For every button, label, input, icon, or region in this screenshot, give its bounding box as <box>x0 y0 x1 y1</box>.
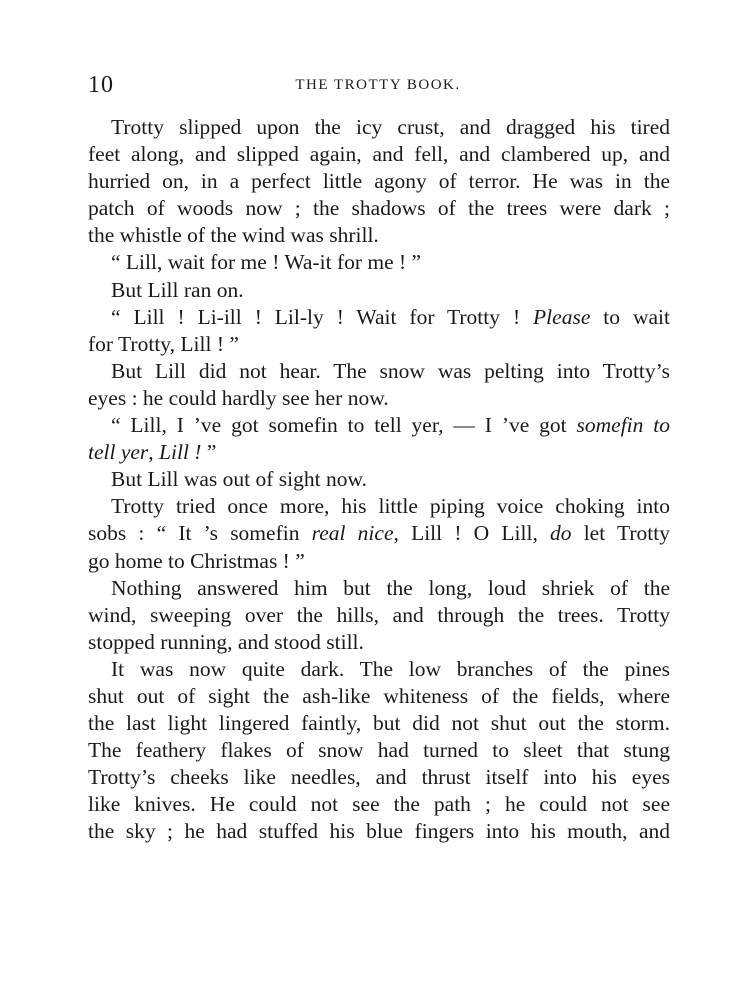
text-run: But Lill did not hear. The snow was pelting into Trotty’s <box>111 358 670 383</box>
italic-text: real nice <box>311 521 394 546</box>
paragraph <box>88 249 670 276</box>
text-line <box>88 656 670 683</box>
text-line <box>88 575 670 602</box>
text-run: “ Lill ! Li-ill ! Lil-ly ! Wait for Trotty ! <box>111 304 534 329</box>
text-line <box>88 331 670 358</box>
text-line <box>88 818 670 845</box>
text-run: to wait <box>590 304 670 329</box>
text-run: But Lill was out of sight now. <box>111 467 368 492</box>
text-run: go home to Christmas ! ” <box>88 548 305 573</box>
paragraph <box>88 575 670 656</box>
text-line <box>88 737 670 764</box>
paragraph <box>88 277 670 304</box>
text-run: let Trotty <box>571 521 670 546</box>
text-line <box>88 710 670 737</box>
text-run: patch of woods now ; the shadows of the trees were dark ; <box>88 196 670 221</box>
body-text <box>88 114 670 846</box>
text-run: , <box>148 440 160 465</box>
text-run: Trotty slipped upon the icy crust, and dragged his tired <box>111 115 670 139</box>
paragraph <box>88 114 670 249</box>
page-header <box>88 72 668 102</box>
text-run: stopped running, and stood still. <box>88 629 364 654</box>
text-line <box>88 466 670 493</box>
text-run: Trotty tried once more, his little piping voice choking into <box>111 494 670 519</box>
text-run: for Trotty, Lill ! ” <box>88 331 239 356</box>
paragraph <box>88 304 670 358</box>
italic-text: somefin to <box>576 413 671 438</box>
text-line <box>88 520 670 547</box>
text-run: like knives. He could not see the path ; he could not see <box>88 792 670 817</box>
text-run: the sky ; he had stuffed his blue fingers into his mouth, and <box>88 819 670 844</box>
text-line <box>88 114 670 141</box>
text-line <box>88 222 670 249</box>
text-line <box>88 764 670 791</box>
paragraph <box>88 412 670 466</box>
text-run: the whistle of the wind was shrill. <box>88 223 379 248</box>
text-line <box>88 629 670 656</box>
text-line <box>88 385 670 412</box>
text-line <box>88 304 670 331</box>
running-title: THE TROTTY BOOK. <box>295 77 461 93</box>
italic-text: do <box>550 521 572 546</box>
text-run: It was now quite dark. The low branches of the pines <box>111 656 670 681</box>
text-line <box>88 602 670 629</box>
text-line <box>88 249 670 276</box>
text-run: eyes : he could hardly see her now. <box>88 385 389 410</box>
text-line <box>88 195 670 222</box>
text-line <box>88 548 670 575</box>
text-line <box>88 412 670 439</box>
text-run: feet along, and slipped again, and fell, and clambered up, and <box>88 142 670 167</box>
paragraph <box>88 358 670 412</box>
text-run: hurried on, in a perfect little agony of terror. He was in the <box>88 169 670 194</box>
text-run: “ Lill, I ’ve got somefin to tell yer, — I ’ve got <box>111 413 577 438</box>
page-number: 10 <box>88 72 114 98</box>
italic-text: Lill ! <box>159 440 202 465</box>
paragraph <box>88 493 670 574</box>
text-line <box>88 277 670 304</box>
italic-text: Please <box>533 304 591 329</box>
text-run: Nothing answered him but the long, loud shriek of the <box>111 575 670 600</box>
text-line <box>88 493 670 520</box>
text-line <box>88 168 670 195</box>
text-line <box>88 439 670 466</box>
text-run: “ Lill, wait for me ! Wa-it for me ! ” <box>111 250 422 275</box>
text-line <box>88 683 670 710</box>
text-run: But Lill ran on. <box>111 277 244 302</box>
italic-text: tell yer <box>88 440 149 465</box>
text-line <box>88 141 670 168</box>
text-run: wind, sweeping over the hills, and through the trees. Trotty <box>88 602 670 627</box>
text-run: shut out of sight the ash-like whiteness of the fields, where <box>88 683 670 708</box>
text-run: Trotty’s cheeks like needles, and thrust itself into his eyes <box>88 765 670 790</box>
text-run: The feathery flakes of snow had turned to sleet that stung <box>88 738 670 763</box>
text-line <box>88 791 670 818</box>
text-line <box>88 358 670 385</box>
paragraph <box>88 466 670 493</box>
paragraph <box>88 656 670 846</box>
text-run: the last light lingered faintly, but did not shut out the storm. <box>88 711 670 736</box>
text-run: sobs : “ It ’s somefin <box>88 521 312 546</box>
text-run: ” <box>201 440 217 465</box>
text-run: , Lill ! O Lill, <box>393 521 551 546</box>
